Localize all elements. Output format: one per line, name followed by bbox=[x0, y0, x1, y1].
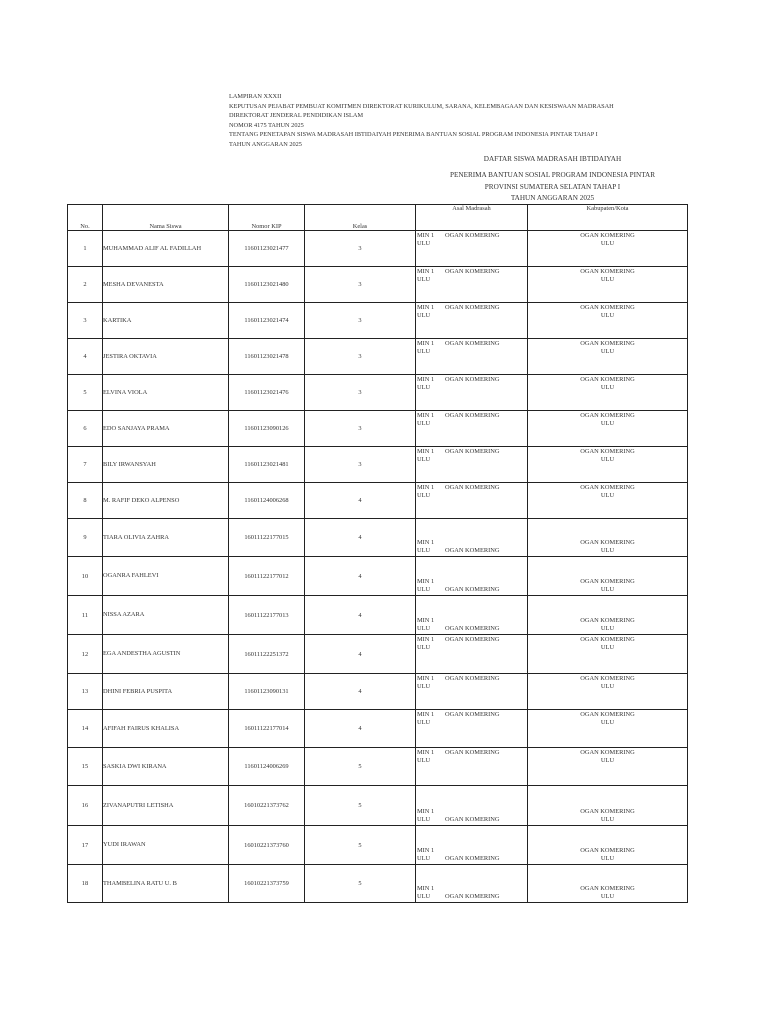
kip-number: 16010221373759 bbox=[229, 865, 305, 903]
madrasah-region-suffix: ULU bbox=[417, 816, 431, 823]
madrasah-region-suffix: ULU bbox=[417, 893, 431, 900]
madrasah-region: OGAN KOMERING bbox=[445, 711, 500, 718]
kabupaten-cell bbox=[528, 865, 688, 903]
madrasah-region: OGAN KOMERING bbox=[445, 268, 500, 275]
class-level: 4 bbox=[305, 596, 416, 635]
madrasah-text bbox=[417, 885, 500, 901]
madrasah-region: OGAN KOMERING bbox=[445, 547, 500, 554]
kabupaten-text bbox=[528, 617, 687, 633]
madrasah-region-suffix: ULU bbox=[417, 757, 431, 764]
madrasah-cell bbox=[416, 375, 528, 411]
kabupaten-name: OGAN KOMERING bbox=[580, 808, 635, 815]
madrasah-text bbox=[417, 578, 500, 594]
class-level: 3 bbox=[305, 447, 416, 483]
madrasah-region: OGAN KOMERING bbox=[445, 675, 500, 682]
kabupaten-name: OGAN KOMERING bbox=[580, 711, 635, 718]
madrasah-cell bbox=[416, 303, 528, 339]
madrasah-name: MIN 1 bbox=[417, 304, 435, 311]
kip-number: 16010221373760 bbox=[229, 826, 305, 865]
kabupaten-text bbox=[528, 448, 687, 464]
kabupaten-cell bbox=[528, 596, 688, 635]
document-title: DAFTAR SISWA MADRASAH IBTIDAIYAH bbox=[483, 155, 622, 163]
madrasah-region: OGAN KOMERING bbox=[445, 304, 500, 311]
madrasah-text bbox=[417, 808, 500, 824]
madrasah-region: OGAN KOMERING bbox=[445, 636, 500, 643]
table-row bbox=[68, 748, 688, 786]
madrasah-region: OGAN KOMERING bbox=[445, 412, 500, 419]
madrasah-text bbox=[417, 711, 500, 727]
madrasah-region: OGAN KOMERING bbox=[445, 484, 500, 491]
madrasah-name: MIN 1 bbox=[417, 268, 435, 275]
madrasah-name: MIN 1 bbox=[417, 711, 435, 718]
kabupaten-text bbox=[528, 749, 687, 765]
kabupaten-name: OGAN KOMERING bbox=[580, 636, 635, 643]
kabupaten-name: OGAN KOMERING bbox=[580, 268, 635, 275]
madrasah-cell bbox=[416, 483, 528, 519]
row-number: 9 bbox=[68, 519, 103, 557]
document-subtitle: PROVINSI SUMATERA SELATAN TAHAP I bbox=[484, 183, 621, 191]
table-row bbox=[68, 375, 688, 411]
table-row bbox=[68, 826, 688, 865]
kabupaten-cell bbox=[528, 826, 688, 865]
madrasah-cell bbox=[416, 557, 528, 596]
madrasah-cell bbox=[416, 748, 528, 786]
kabupaten-name-suffix: ULU bbox=[600, 312, 615, 319]
column-header-kabupaten: Kabupaten/Kota bbox=[528, 205, 688, 231]
madrasah-text bbox=[417, 448, 500, 464]
madrasah-region-suffix: ULU bbox=[417, 456, 431, 463]
table-row bbox=[68, 786, 688, 826]
row-number: 14 bbox=[68, 710, 103, 748]
kabupaten-cell bbox=[528, 411, 688, 447]
madrasah-cell bbox=[416, 267, 528, 303]
kabupaten-name-suffix: ULU bbox=[600, 719, 615, 726]
class-level: 4 bbox=[305, 674, 416, 710]
row-number: 12 bbox=[68, 635, 103, 674]
document-subtitle: PENERIMA BANTUAN SOSIAL PROGRAM INDONESIA PINTAR bbox=[449, 171, 655, 179]
class-level: 3 bbox=[305, 375, 416, 411]
kabupaten-name-suffix: ULU bbox=[600, 855, 615, 862]
madrasah-cell bbox=[416, 231, 528, 267]
student-name: OGANRA FAHLEVI bbox=[103, 557, 229, 596]
madrasah-region: OGAN KOMERING bbox=[445, 340, 500, 347]
table-row bbox=[68, 339, 688, 375]
table-row bbox=[68, 596, 688, 635]
madrasah-name: MIN 1 bbox=[417, 232, 435, 239]
kip-number: 11601123021474 bbox=[229, 303, 305, 339]
class-level: 4 bbox=[305, 519, 416, 557]
student-name: THAMBELINA RATU U. B bbox=[103, 865, 229, 903]
column-header-nama: Nama Siswa bbox=[103, 205, 229, 231]
madrasah-region: OGAN KOMERING bbox=[445, 749, 500, 756]
kabupaten-name-suffix: ULU bbox=[600, 420, 615, 427]
row-number: 13 bbox=[68, 674, 103, 710]
madrasah-region-suffix: ULU bbox=[417, 276, 431, 283]
kabupaten-name-suffix: ULU bbox=[600, 547, 615, 554]
class-level: 5 bbox=[305, 748, 416, 786]
table-row bbox=[68, 447, 688, 483]
madrasah-cell bbox=[416, 519, 528, 557]
class-level: 5 bbox=[305, 865, 416, 903]
madrasah-text bbox=[417, 675, 500, 691]
kabupaten-text bbox=[528, 484, 687, 500]
kabupaten-name: OGAN KOMERING bbox=[580, 617, 635, 624]
student-name: SASKIA DWI KIRANA bbox=[103, 748, 229, 786]
madrasah-name: MIN 1 bbox=[417, 749, 435, 756]
table-row bbox=[68, 635, 688, 674]
header-line: LAMPIRAN XXXII bbox=[229, 93, 282, 100]
student-name: MUHAMMAD ALIF AL FADILLAH bbox=[103, 231, 229, 267]
madrasah-region-suffix: ULU bbox=[417, 625, 431, 632]
row-number: 8 bbox=[68, 483, 103, 519]
madrasah-cell bbox=[416, 865, 528, 903]
madrasah-region-suffix: ULU bbox=[417, 384, 431, 391]
row-number: 6 bbox=[68, 411, 103, 447]
kabupaten-name: OGAN KOMERING bbox=[580, 539, 635, 546]
kabupaten-name: OGAN KOMERING bbox=[580, 885, 635, 892]
madrasah-region-suffix: ULU bbox=[417, 420, 431, 427]
table-row bbox=[68, 411, 688, 447]
madrasah-name: MIN 1 bbox=[417, 539, 435, 546]
kabupaten-name-suffix: ULU bbox=[600, 757, 615, 764]
madrasah-region-suffix: ULU bbox=[417, 348, 431, 355]
class-level: 4 bbox=[305, 483, 416, 519]
student-name: EGA ANDESTHA AGUSTIN bbox=[103, 635, 229, 674]
kip-number: 11601123021478 bbox=[229, 339, 305, 375]
student-name: TIARA OLIVIA ZAHRA bbox=[103, 519, 229, 557]
class-level: 4 bbox=[305, 557, 416, 596]
kabupaten-name: OGAN KOMERING bbox=[580, 376, 635, 383]
class-level: 5 bbox=[305, 786, 416, 826]
column-header-madrasah: Asal Madrasah bbox=[416, 205, 528, 231]
madrasah-text bbox=[417, 636, 500, 652]
kip-number: 16011122177015 bbox=[229, 519, 305, 557]
kabupaten-cell bbox=[528, 674, 688, 710]
kabupaten-text bbox=[528, 412, 687, 428]
student-table bbox=[67, 204, 688, 903]
class-level: 3 bbox=[305, 303, 416, 339]
header-line: NOMOR 4175 TAHUN 2025 bbox=[229, 121, 304, 129]
document-subtitle: TAHUN ANGGARAN 2025 bbox=[510, 194, 595, 202]
kabupaten-name-suffix: ULU bbox=[600, 625, 615, 632]
kabupaten-text bbox=[528, 885, 687, 901]
kabupaten-text bbox=[528, 376, 687, 392]
kabupaten-name-suffix: ULU bbox=[600, 586, 615, 593]
kip-number: 16010221373762 bbox=[229, 786, 305, 826]
kip-number: 11601123021480 bbox=[229, 267, 305, 303]
kabupaten-cell bbox=[528, 339, 688, 375]
table-row bbox=[68, 483, 688, 519]
kabupaten-name-suffix: ULU bbox=[600, 456, 615, 463]
row-number: 7 bbox=[68, 447, 103, 483]
kabupaten-text bbox=[528, 232, 687, 248]
madrasah-cell bbox=[416, 674, 528, 710]
kabupaten-text bbox=[528, 578, 687, 594]
kabupaten-cell bbox=[528, 710, 688, 748]
table-row bbox=[68, 674, 688, 710]
kabupaten-cell bbox=[528, 786, 688, 826]
kabupaten-text bbox=[528, 268, 687, 284]
kabupaten-name: OGAN KOMERING bbox=[580, 340, 635, 347]
madrasah-cell bbox=[416, 339, 528, 375]
madrasah-text bbox=[417, 232, 500, 248]
kabupaten-name-suffix: ULU bbox=[600, 348, 615, 355]
kabupaten-name: OGAN KOMERING bbox=[580, 412, 635, 419]
kabupaten-text bbox=[528, 539, 687, 555]
student-name: ZIVANAPUTRI LETISHA bbox=[103, 786, 229, 826]
kabupaten-cell bbox=[528, 303, 688, 339]
kip-number: 11601124006269 bbox=[229, 748, 305, 786]
kabupaten-name-suffix: ULU bbox=[600, 816, 615, 823]
madrasah-cell bbox=[416, 411, 528, 447]
madrasah-region: OGAN KOMERING bbox=[445, 376, 500, 383]
madrasah-text bbox=[417, 340, 500, 356]
header-line: KEPUTUSAN PEJABAT PEMBUAT KOMITMEN DIREKTORAT KURIKULUM, SARANA, KELEMBAGAAN DAN KESISWAAN MADRASAH bbox=[229, 102, 614, 110]
kabupaten-cell bbox=[528, 375, 688, 411]
madrasah-region-suffix: ULU bbox=[417, 240, 431, 247]
madrasah-name: MIN 1 bbox=[417, 808, 435, 815]
madrasah-cell bbox=[416, 635, 528, 674]
kabupaten-name: OGAN KOMERING bbox=[580, 484, 635, 491]
madrasah-name: MIN 1 bbox=[417, 448, 435, 455]
madrasah-name: MIN 1 bbox=[417, 636, 435, 643]
table-row bbox=[68, 710, 688, 748]
madrasah-name: MIN 1 bbox=[417, 675, 435, 682]
kabupaten-cell bbox=[528, 748, 688, 786]
student-name: BILY IRWANSYAH bbox=[103, 447, 229, 483]
kip-number: 16011122177014 bbox=[229, 710, 305, 748]
kip-number: 11601123090131 bbox=[229, 674, 305, 710]
kabupaten-name: OGAN KOMERING bbox=[580, 304, 635, 311]
madrasah-region: OGAN KOMERING bbox=[445, 625, 500, 632]
madrasah-region: OGAN KOMERING bbox=[445, 586, 500, 593]
row-number: 3 bbox=[68, 303, 103, 339]
madrasah-region: OGAN KOMERING bbox=[445, 816, 500, 823]
kabupaten-cell bbox=[528, 519, 688, 557]
madrasah-region: OGAN KOMERING bbox=[445, 893, 500, 900]
student-name: EDO SANJAYA PRAMA bbox=[103, 411, 229, 447]
header-line: DIREKTORAT JENDERAL PENDIDIKAN ISLAM bbox=[229, 112, 364, 120]
kabupaten-cell bbox=[528, 447, 688, 483]
madrasah-name: MIN 1 bbox=[417, 412, 435, 419]
madrasah-text bbox=[417, 749, 500, 765]
madrasah-text bbox=[417, 376, 500, 392]
madrasah-region: OGAN KOMERING bbox=[445, 232, 500, 239]
kip-number: 16011122177012 bbox=[229, 557, 305, 596]
kip-number: 11601123021476 bbox=[229, 375, 305, 411]
row-number: 10 bbox=[68, 557, 103, 596]
column-header-kip: Nomor KIP bbox=[229, 205, 305, 231]
table-row bbox=[68, 303, 688, 339]
column-header-kelas: Kelas bbox=[305, 205, 416, 231]
row-number: 4 bbox=[68, 339, 103, 375]
madrasah-cell bbox=[416, 826, 528, 865]
row-number: 18 bbox=[68, 865, 103, 903]
kabupaten-cell bbox=[528, 557, 688, 596]
row-number: 1 bbox=[68, 231, 103, 267]
class-level: 3 bbox=[305, 267, 416, 303]
kabupaten-text bbox=[528, 808, 687, 824]
student-name: YUDI IRAWAN bbox=[103, 826, 229, 865]
madrasah-name: MIN 1 bbox=[417, 885, 435, 892]
kip-number: 16011122177013 bbox=[229, 596, 305, 635]
madrasah-region-suffix: ULU bbox=[417, 547, 431, 554]
kabupaten-name-suffix: ULU bbox=[600, 644, 615, 651]
kabupaten-name-suffix: ULU bbox=[600, 384, 615, 391]
madrasah-region: OGAN KOMERING bbox=[445, 448, 500, 455]
madrasah-name: MIN 1 bbox=[417, 340, 435, 347]
row-number: 11 bbox=[68, 596, 103, 635]
row-number: 5 bbox=[68, 375, 103, 411]
madrasah-name: MIN 1 bbox=[417, 617, 435, 624]
student-name: M. RAFIF DEKO ALPENSO bbox=[103, 483, 229, 519]
kabupaten-text bbox=[528, 847, 687, 863]
madrasah-name: MIN 1 bbox=[417, 847, 435, 854]
kabupaten-name: OGAN KOMERING bbox=[580, 675, 635, 682]
madrasah-region-suffix: ULU bbox=[417, 719, 431, 726]
kabupaten-name-suffix: ULU bbox=[600, 683, 615, 690]
header-line: TENTANG PENETAPAN SISWA MADRASAH IBTIDAIYAH PENERIMA BANTUAN SOSIAL PROGRAM INDONESIA PINTAR TAHAP I bbox=[229, 131, 598, 139]
madrasah-region-suffix: ULU bbox=[417, 644, 431, 651]
kip-number: 11601123021477 bbox=[229, 231, 305, 267]
table-row bbox=[68, 557, 688, 596]
class-level: 3 bbox=[305, 411, 416, 447]
table-header-row bbox=[68, 205, 688, 231]
madrasah-cell bbox=[416, 596, 528, 635]
kabupaten-text bbox=[528, 304, 687, 320]
madrasah-text bbox=[417, 304, 500, 320]
class-level: 4 bbox=[305, 635, 416, 674]
madrasah-name: MIN 1 bbox=[417, 578, 435, 585]
madrasah-region-suffix: ULU bbox=[417, 683, 431, 690]
madrasah-text bbox=[417, 412, 500, 428]
madrasah-text bbox=[417, 847, 500, 863]
row-number: 2 bbox=[68, 267, 103, 303]
student-name: AFIFAH FAIRUS KHALISA bbox=[103, 710, 229, 748]
document-header bbox=[229, 92, 614, 150]
header-line: TAHUN ANGGARAN 2025 bbox=[229, 140, 302, 148]
madrasah-name: MIN 1 bbox=[417, 484, 435, 491]
student-name: NISSA AZARA bbox=[103, 596, 229, 635]
kabupaten-cell bbox=[528, 483, 688, 519]
kabupaten-text bbox=[528, 711, 687, 727]
madrasah-region-suffix: ULU bbox=[417, 586, 431, 593]
kabupaten-text bbox=[528, 675, 687, 691]
table-row bbox=[68, 267, 688, 303]
column-header-no: No. bbox=[68, 205, 103, 231]
madrasah-name: MIN 1 bbox=[417, 376, 435, 383]
madrasah-cell bbox=[416, 710, 528, 748]
student-name: MESHA DEVANESTA bbox=[103, 267, 229, 303]
student-name: KARTIKA bbox=[103, 303, 229, 339]
class-level: 4 bbox=[305, 710, 416, 748]
madrasah-cell bbox=[416, 447, 528, 483]
kabupaten-name: OGAN KOMERING bbox=[580, 578, 635, 585]
kabupaten-name: OGAN KOMERING bbox=[580, 847, 635, 854]
row-number: 15 bbox=[68, 748, 103, 786]
kabupaten-name: OGAN KOMERING bbox=[580, 232, 635, 239]
student-name: JESTIRA OKTAVIA bbox=[103, 339, 229, 375]
madrasah-text bbox=[417, 539, 500, 555]
kabupaten-name: OGAN KOMERING bbox=[580, 448, 635, 455]
kip-number: 11601124006268 bbox=[229, 483, 305, 519]
kabupaten-name-suffix: ULU bbox=[600, 492, 615, 499]
madrasah-text bbox=[417, 484, 500, 500]
class-level: 3 bbox=[305, 231, 416, 267]
madrasah-text bbox=[417, 617, 500, 633]
madrasah-region-suffix: ULU bbox=[417, 855, 431, 862]
student-name: DHINI FEBRIA PUSPITA bbox=[103, 674, 229, 710]
kabupaten-cell bbox=[528, 635, 688, 674]
kip-number: 16011122251372 bbox=[229, 635, 305, 674]
madrasah-cell bbox=[416, 786, 528, 826]
row-number: 16 bbox=[68, 786, 103, 826]
kabupaten-name: OGAN KOMERING bbox=[580, 749, 635, 756]
kip-number: 11601123021481 bbox=[229, 447, 305, 483]
row-number: 17 bbox=[68, 826, 103, 865]
table-row bbox=[68, 865, 688, 903]
student-name: ELVINA VIOLA bbox=[103, 375, 229, 411]
kabupaten-name-suffix: ULU bbox=[600, 893, 615, 900]
kabupaten-name-suffix: ULU bbox=[600, 276, 615, 283]
table-row bbox=[68, 231, 688, 267]
class-level: 3 bbox=[305, 339, 416, 375]
kip-number: 11601123090126 bbox=[229, 411, 305, 447]
kabupaten-cell bbox=[528, 231, 688, 267]
kabupaten-text bbox=[528, 340, 687, 356]
madrasah-region-suffix: ULU bbox=[417, 312, 431, 319]
class-level: 5 bbox=[305, 826, 416, 865]
madrasah-region: OGAN KOMERING bbox=[445, 855, 500, 862]
madrasah-text bbox=[417, 268, 500, 284]
kabupaten-name-suffix: ULU bbox=[600, 240, 615, 247]
madrasah-region-suffix: ULU bbox=[417, 492, 431, 499]
kabupaten-text bbox=[528, 636, 687, 652]
table-row bbox=[68, 519, 688, 557]
kabupaten-cell bbox=[528, 267, 688, 303]
